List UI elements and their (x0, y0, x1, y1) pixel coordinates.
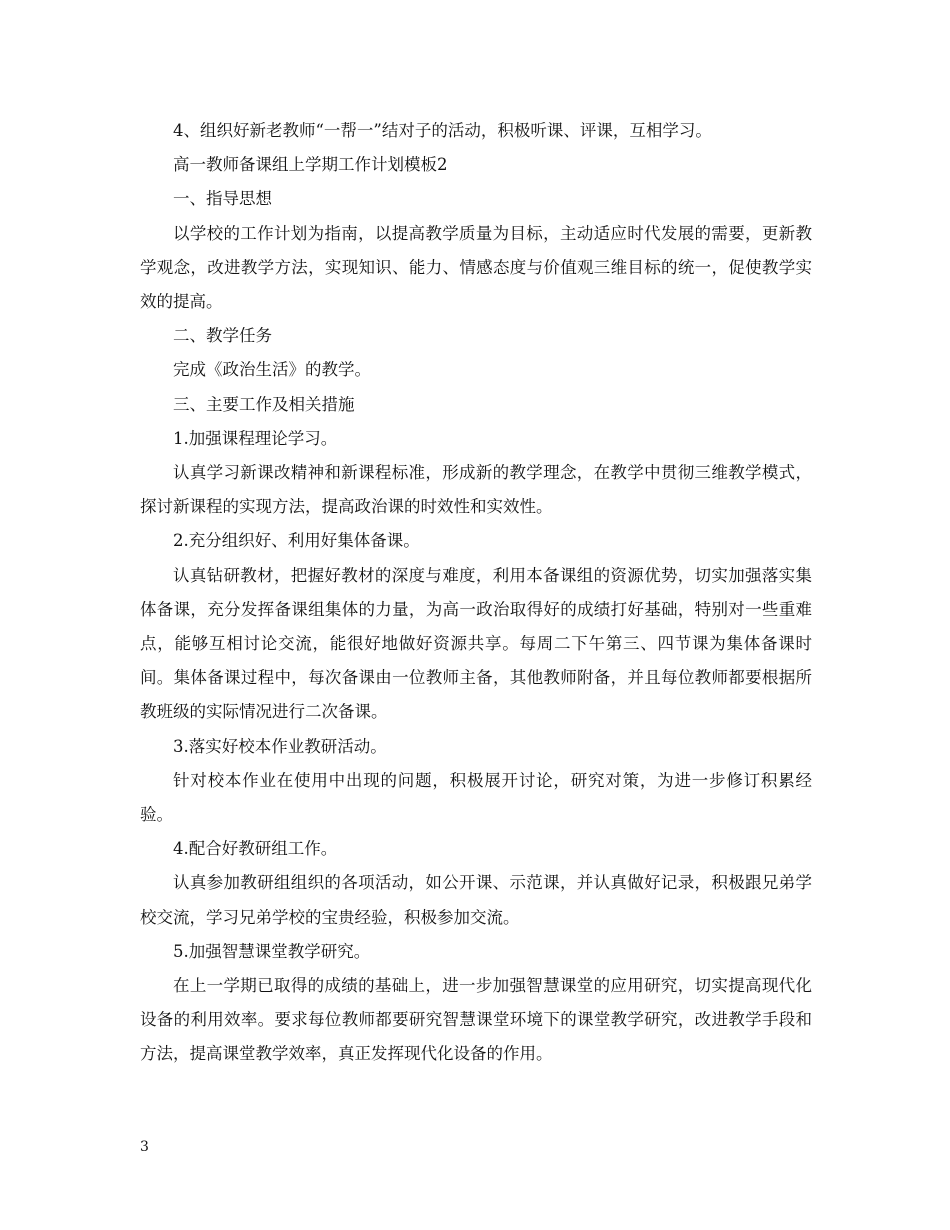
paragraph-3: 针对校本作业在使用中出现的问题，积极展开讨论，研究对策，为进一步修订积累经验。 (140, 770, 812, 825)
paragraph-2: 认真钻研教材，把握好教材的深度与难度，利用本备课组的资源优势，切实加强落实集体备课，充分发挥备课组集体的力量，为高一政治取得好的成绩打好基础，特别对一些重难点，能够互相讨论交流，能很好地做好资源共享。每周二下午第三、四节课为集体备课时间。集体备课过程中，每次备课由一位教师主备，其他教师附备，并且每位教师都要根据所教班级的实际情况进行二次备课。 (140, 565, 812, 722)
subheading-5: 5.加强智慧课堂教学研究。 (173, 941, 371, 961)
subheading-1: 1.加强课程理论学习。 (173, 428, 338, 448)
subheading-2: 2.充分组织好、利用好集体备课。 (173, 531, 420, 551)
paragraph-teaching-task: 完成《政治生活》的教学。 (173, 360, 371, 380)
subheading-4: 4.配合好教研组工作。 (173, 839, 338, 859)
document-body (140, 114, 812, 1072)
heading-teaching-task: 二、教学任务 (173, 326, 272, 346)
paragraph-guiding-thought: 以学校的工作计划为指南，以提高教学质量为目标，主动适应时代发展的需要，更新教学观念，改进教学方法，实现知识、能力、情感态度与价值观三维目标的统一，促使教学实效的提高。 (140, 223, 812, 312)
section-title-template-2: 高一教师备课组上学期工作计划模板2 (173, 155, 448, 175)
paragraph-item-4-pairing: 4、组织好新老教师“一帮一”结对子的活动，积极听课、评课，互相学习。 (173, 121, 712, 140)
heading-main-work: 三、主要工作及相关措施 (173, 394, 355, 414)
paragraph-1: 认真学习新课改精神和新课程标准，形成新的教学理念，在教学中贯彻三维教学模式，探讨新课程的实现方法，提高政治课的时效性和实效性。 (140, 463, 812, 517)
subheading-3: 3.落实好校本作业教研活动。 (173, 736, 387, 756)
page-number: 3 (140, 1139, 149, 1155)
paragraph-4: 认真参加教研组组织的各项活动，如公开课、示范课，并认真做好记录，积极跟兄弟学校交流，学习兄弟学校的宝贵经验，积极参加交流。 (140, 873, 812, 927)
paragraph-5: 在上一学期已取得的成绩的基础上，进一步加强智慧课堂的应用研究，切实提高现代化设备的利用效率。要求每位教师都要研究智慧课堂环境下的课堂教学研究，改进教学手段和方法，提高课堂教学效率，真正发挥现代化设备的作用。 (140, 976, 812, 1064)
heading-guiding-thought: 一、指导思想 (173, 189, 272, 209)
